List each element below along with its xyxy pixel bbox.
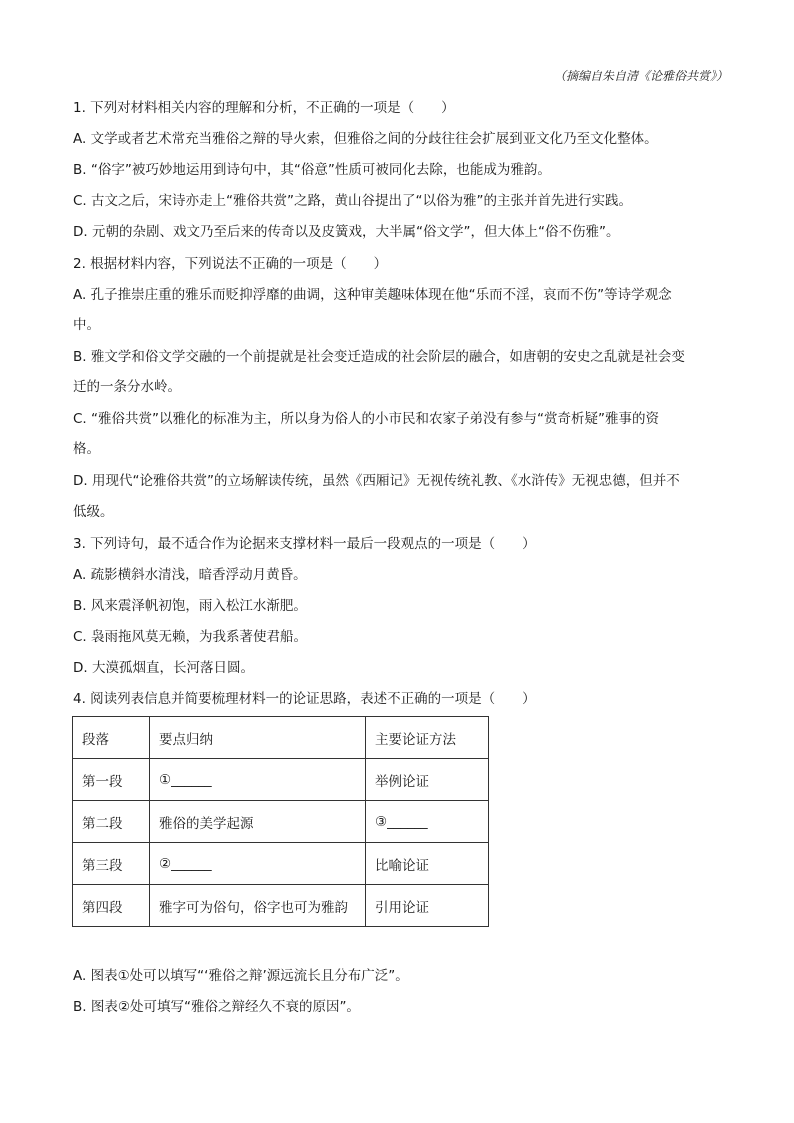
table-cell: 举例论证 <box>366 759 489 801</box>
table-cell: ①______ <box>150 759 366 801</box>
question-2-option-a: A. 孔子推崇庄重的雅乐而贬抑浮靡的曲调，这种审美趣味体现在他“乐而不淫，哀而不伤”等诗学观念 <box>73 287 672 303</box>
table-cell: 第一段 <box>73 759 150 801</box>
question-1-option-a: A. 文学或者艺术常充当雅俗之辩的导火索，但雅俗之间的分歧往往会扩展到亚文化乃至文化整体。 <box>73 131 658 147</box>
table-row <box>73 759 489 801</box>
table-header-row <box>73 717 489 759</box>
question-2-option-c: C. “雅俗共赏”以雅化的标准为主，所以身为俗人的小市民和农家子弟没有参与“赏奇析疑”雅事的资 <box>73 411 659 427</box>
question-2-option-b-cont: 迁的一条分水岭。 <box>73 379 181 395</box>
table-cell: ③______ <box>366 801 489 843</box>
question-2-option-d: D. 用现代“论雅俗共赏”的立场解读传统，虽然《西厢记》无视传统礼教、《水浒传》无视忠德，但并不 <box>73 473 680 489</box>
table-cell: 引用论证 <box>366 885 489 927</box>
question-4-option-a: A. 图表①处可以填写“‘雅俗之辩’源远流长且分布广泛”。 <box>73 968 409 984</box>
question-2: 2. 根据材料内容，下列说法不正确的一项是（ ） <box>73 256 388 272</box>
question-3-option-d: D. 大漠孤烟直，长河落日圆。 <box>73 660 254 676</box>
table-row <box>73 801 489 843</box>
table-header-cell: 段落 <box>73 717 150 759</box>
question-2-option-c-cont: 格。 <box>73 441 100 457</box>
question-1-option-d: D. 元朝的杂剧、戏文乃至后来的传奇以及皮簧戏，大半属“俗文学”，但大体上“俗不伤雅”。 <box>73 224 620 240</box>
question-4-option-b: B. 图表②处可填写“雅俗之辩经久不衰的原因”。 <box>73 999 360 1015</box>
question-3: 3. 下列诗句，最不适合作为论据来支撑材料一最后一段观点的一项是（ ） <box>73 536 536 552</box>
question-3-option-a: A. 疏影横斜水清浅，暗香浮动月黄昏。 <box>73 567 307 583</box>
source-note: （摘编自朱自清《论雅俗共赏》） <box>553 69 728 83</box>
table-cell: 第四段 <box>73 885 150 927</box>
question-2-option-d-cont: 低级。 <box>73 504 114 520</box>
question-1: 1. 下列对材料相关内容的理解和分析，不正确的一项是（ ） <box>73 100 455 116</box>
table-cell: 雅字可为俗句，俗字也可为雅韵 <box>150 885 366 927</box>
table-cell: 第三段 <box>73 843 150 885</box>
question-2-option-a-cont: 中。 <box>73 317 100 333</box>
table-cell: 雅俗的美学起源 <box>150 801 366 843</box>
table-row <box>73 885 489 927</box>
question-2-option-b: B. 雅文学和俗文学交融的一个前提就是社会变迁造成的社会阶层的融合，如唐朝的安史之乱就是社会变 <box>73 349 685 365</box>
question-3-option-b: B. 风来震泽帆初饱，雨入松江水渐肥。 <box>73 598 307 614</box>
question-1-option-c: C. 古文之后，宋诗亦走上“雅俗共赏”之路，黄山谷提出了“以俗为雅”的主张并首先进行实践。 <box>73 193 632 209</box>
question-1-option-b: B. “俗字”被巧妙地运用到诗句中，其“俗意”性质可被同化去除，也能成为雅韵。 <box>73 162 551 178</box>
argument-table <box>72 716 489 927</box>
table-row <box>73 843 489 885</box>
table-header-cell: 要点归纳 <box>150 717 366 759</box>
table-cell: ②______ <box>150 843 366 885</box>
table-header-cell: 主要论证方法 <box>366 717 489 759</box>
table-cell: 比喻论证 <box>366 843 489 885</box>
question-4: 4. 阅读列表信息并简要梳理材料一的论证思路，表述不正确的一项是（ ） <box>73 691 536 707</box>
table-cell: 第二段 <box>73 801 150 843</box>
question-3-option-c: C. 袅雨拖风莫无赖，为我系著使君船。 <box>73 629 308 645</box>
